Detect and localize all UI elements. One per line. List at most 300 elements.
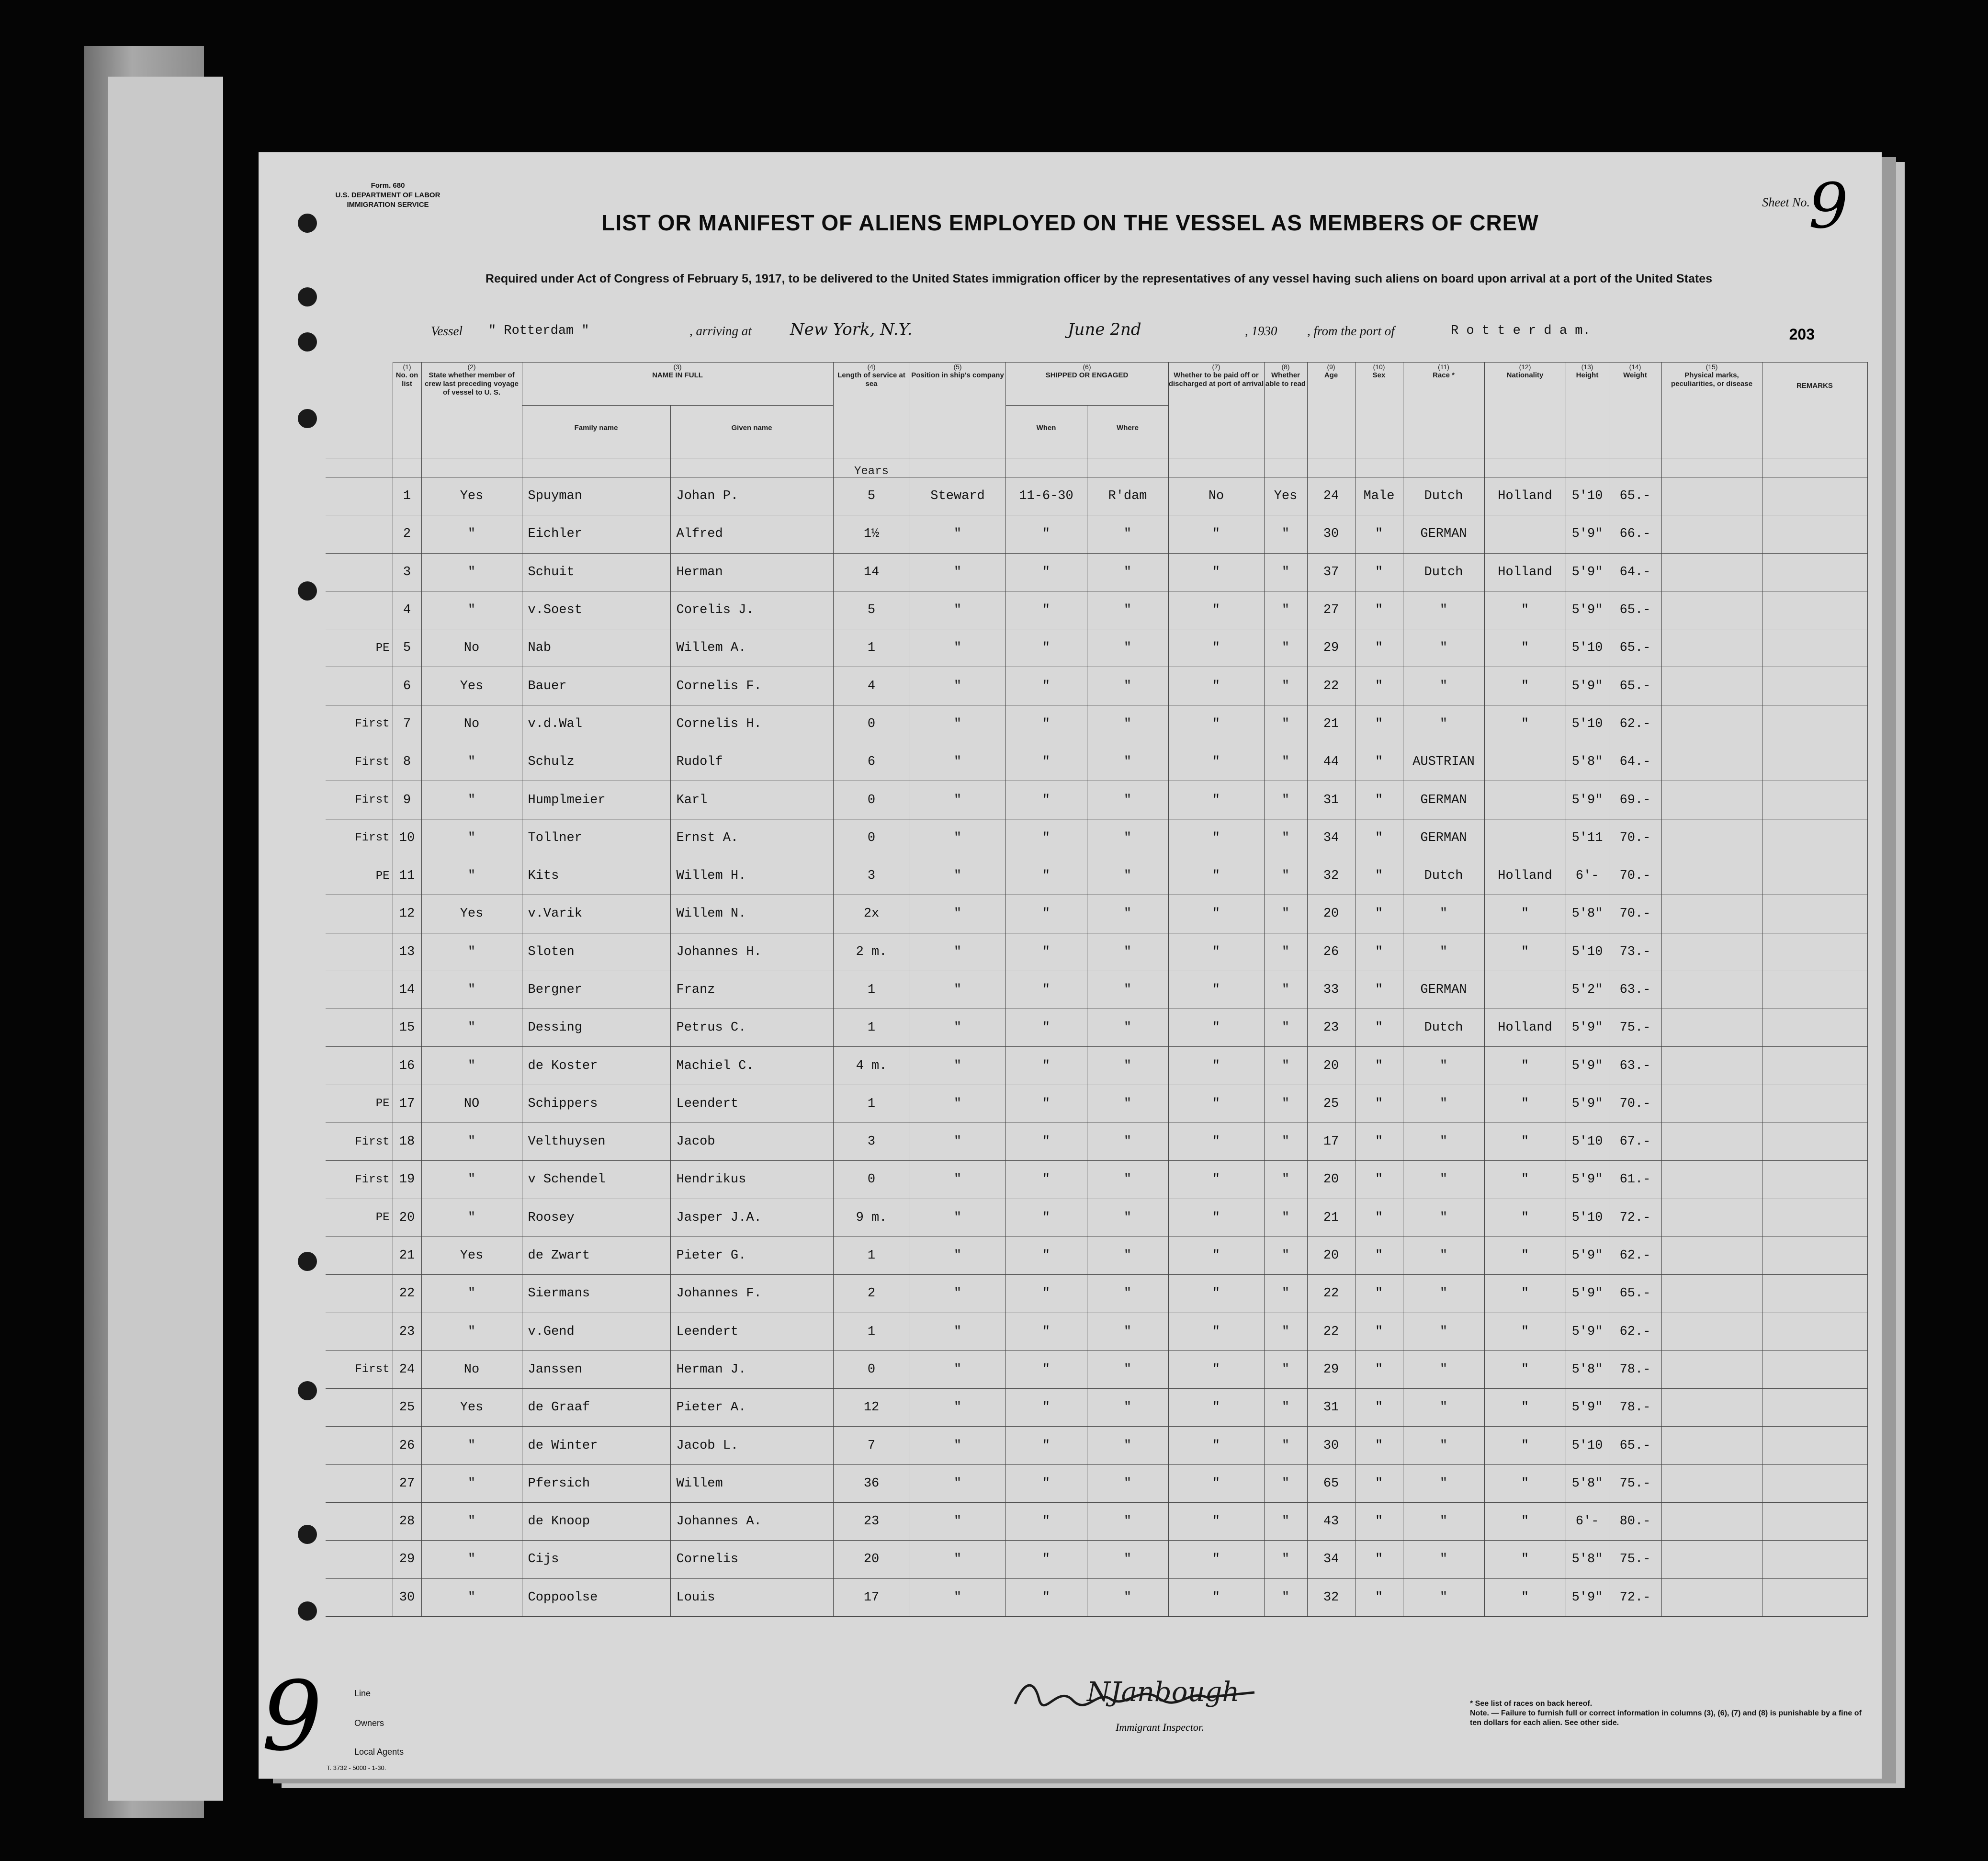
cell-nationality: ": [1484, 1047, 1566, 1085]
cell-sex: ": [1355, 1541, 1403, 1578]
cell-prev: ": [421, 1313, 522, 1350]
margin-note: [326, 667, 393, 705]
cell-given: Franz: [670, 971, 833, 1009]
cell-nationality: ": [1484, 1464, 1566, 1502]
cell-read: ": [1264, 1503, 1307, 1541]
cell-position: ": [910, 1085, 1005, 1123]
cell-height: 6'-: [1566, 857, 1609, 895]
header-where: Where: [1087, 406, 1168, 458]
cell-prev: ": [421, 857, 522, 895]
cell-nationality: ": [1484, 1427, 1566, 1464]
table-row: [326, 1389, 1867, 1427]
cell-family: Velthuysen: [522, 1123, 670, 1161]
punch-hole: [298, 1381, 317, 1400]
cell-nationality: ": [1484, 1085, 1566, 1123]
cell-family: Dessing: [522, 1009, 670, 1047]
cell-paid: ": [1168, 1237, 1264, 1274]
cell-remarks: [1762, 553, 1867, 591]
cell-prev: ": [421, 1503, 522, 1541]
cell-position: ": [910, 819, 1005, 857]
cell-no: 7: [393, 705, 421, 743]
cell-nationality: [1484, 515, 1566, 553]
cell-sex: ": [1355, 1350, 1403, 1388]
header-sex: (10) Sex: [1355, 363, 1403, 458]
cell-weight: 65.-: [1609, 629, 1661, 667]
cell-physical-marks: [1661, 1350, 1762, 1388]
cell-family: Schippers: [522, 1085, 670, 1123]
cell-when: ": [1005, 819, 1087, 857]
cell-family: de Zwart: [522, 1237, 670, 1274]
cell-age: 32: [1307, 857, 1355, 895]
cell-height: 5'10: [1566, 477, 1609, 515]
arriving-label: , arriving at: [689, 324, 752, 338]
cell-years: 0: [833, 819, 910, 857]
cell-where: ": [1087, 515, 1168, 553]
cell-race: Dutch: [1403, 857, 1484, 895]
local-agents-label: Local Agents: [354, 1747, 404, 1757]
cell-when: ": [1005, 743, 1087, 781]
cell-no: 1: [393, 477, 421, 515]
cell-given: Karl: [670, 781, 833, 819]
cell-years: 1: [833, 1009, 910, 1047]
cell-race: ": [1403, 1389, 1484, 1427]
cell-nationality: ": [1484, 1503, 1566, 1541]
cell-given: Cornelis F.: [670, 667, 833, 705]
cell-physical-marks: [1661, 1009, 1762, 1047]
cell-when: ": [1005, 1237, 1087, 1274]
cell-age: 21: [1307, 705, 1355, 743]
cell-no: 21: [393, 1237, 421, 1274]
cell-remarks: [1762, 1009, 1867, 1047]
cell-where: ": [1087, 1389, 1168, 1427]
cell-family: Pfersich: [522, 1464, 670, 1502]
header-family-name: Family name: [522, 406, 670, 458]
cell-family: v.d.Wal: [522, 705, 670, 743]
cell-race: ": [1403, 705, 1484, 743]
cell-remarks: [1762, 743, 1867, 781]
cell-paid: ": [1168, 933, 1264, 971]
cell-weight: 80.-: [1609, 1503, 1661, 1541]
cell-remarks: [1762, 667, 1867, 705]
cell-paid: ": [1168, 1464, 1264, 1502]
table-row: [326, 1199, 1867, 1237]
header-when: When: [1005, 406, 1087, 458]
cell-age: 29: [1307, 629, 1355, 667]
cell-physical-marks: [1661, 1161, 1762, 1199]
cell-position: ": [910, 971, 1005, 1009]
cell-no: 15: [393, 1009, 421, 1047]
cell-position: ": [910, 629, 1005, 667]
cell-read: ": [1264, 515, 1307, 553]
cell-position: ": [910, 1275, 1005, 1313]
cell-family: v.Soest: [522, 591, 670, 629]
cell-height: 5'9": [1566, 1047, 1609, 1085]
cell-height: 5'10: [1566, 933, 1609, 971]
cell-race: ": [1403, 933, 1484, 971]
cell-years: 1: [833, 629, 910, 667]
cell-when: 11-6-30: [1005, 477, 1087, 515]
cell-read: ": [1264, 1389, 1307, 1427]
cell-family: v.Gend: [522, 1313, 670, 1350]
cell-height: 5'9": [1566, 781, 1609, 819]
cell-physical-marks: [1661, 1578, 1762, 1616]
cell-sex: ": [1355, 1085, 1403, 1123]
cell-sex: ": [1355, 895, 1403, 933]
cell-read: ": [1264, 971, 1307, 1009]
cell-position: ": [910, 1389, 1005, 1427]
cell-years: 0: [833, 705, 910, 743]
header-shipped-or-engaged: (6) SHIPPED OR ENGAGED: [1005, 363, 1168, 406]
cell-nationality: ": [1484, 667, 1566, 705]
cell-position: ": [910, 1123, 1005, 1161]
cell-no: 24: [393, 1350, 421, 1388]
cell-remarks: [1762, 1503, 1867, 1541]
cell-remarks: [1762, 629, 1867, 667]
cell-prev: ": [421, 1009, 522, 1047]
cell-height: 5'9": [1566, 1389, 1609, 1427]
cell-sex: ": [1355, 1047, 1403, 1085]
blank-header: [522, 458, 670, 477]
cell-when: ": [1005, 1541, 1087, 1578]
cell-read: ": [1264, 667, 1307, 705]
cell-given: Leendert: [670, 1085, 833, 1123]
cell-no: 28: [393, 1503, 421, 1541]
cell-height: 5'9": [1566, 1313, 1609, 1350]
header-physical-marks: (15) Physical marks, peculiarities, or disease: [1661, 363, 1762, 458]
margin-note: First: [326, 1123, 393, 1161]
cell-given: Willem H.: [670, 857, 833, 895]
margin-note: [326, 971, 393, 1009]
signature-text: NJanbough: [1087, 1677, 1240, 1708]
cell-read: ": [1264, 1350, 1307, 1388]
blank-header: [1087, 458, 1168, 477]
cell-no: 30: [393, 1578, 421, 1616]
cell-physical-marks: [1661, 857, 1762, 895]
cell-years: 2 m.: [833, 933, 910, 971]
cell-prev: Yes: [421, 477, 522, 515]
cell-remarks: [1762, 1237, 1867, 1274]
cell-paid: ": [1168, 515, 1264, 553]
cell-no: 2: [393, 515, 421, 553]
table-row: [326, 1123, 1867, 1161]
blank-header: [910, 458, 1005, 477]
cell-position: ": [910, 1199, 1005, 1237]
cell-remarks: [1762, 895, 1867, 933]
cell-when: ": [1005, 553, 1087, 591]
vessel-label: Vessel: [431, 324, 463, 338]
cell-race: Dutch: [1403, 553, 1484, 591]
cell-sex: ": [1355, 1464, 1403, 1502]
margin-note: First: [326, 1161, 393, 1199]
margin-note: [326, 1275, 393, 1313]
cell-family: Kits: [522, 857, 670, 895]
cell-family: Bauer: [522, 667, 670, 705]
cell-given: Willem A.: [670, 629, 833, 667]
cell-no: 23: [393, 1313, 421, 1350]
cell-nationality: ": [1484, 1161, 1566, 1199]
cell-read: ": [1264, 743, 1307, 781]
cell-height: 5'9": [1566, 1085, 1609, 1123]
cell-when: ": [1005, 629, 1087, 667]
department-name: U.S. DEPARTMENT OF LABOR: [335, 191, 441, 199]
cell-weight: 70.-: [1609, 895, 1661, 933]
cell-given: Ernst A.: [670, 819, 833, 857]
cell-prev: ": [421, 1047, 522, 1085]
cell-height: 5'9": [1566, 1237, 1609, 1274]
cell-position: ": [910, 1237, 1005, 1274]
cell-remarks: [1762, 1464, 1867, 1502]
header-remarks: REMARKS: [1762, 363, 1867, 458]
cell-sex: ": [1355, 1578, 1403, 1616]
cell-where: ": [1087, 895, 1168, 933]
margin-note: [326, 477, 393, 515]
cell-when: ": [1005, 933, 1087, 971]
header-position: (5) Position in ship's company: [910, 363, 1005, 458]
cell-read: ": [1264, 1237, 1307, 1274]
cell-no: 27: [393, 1464, 421, 1502]
table-row: [326, 1350, 1867, 1388]
cell-age: 30: [1307, 515, 1355, 553]
cell-nationality: ": [1484, 1275, 1566, 1313]
cell-age: 17: [1307, 1123, 1355, 1161]
cell-years: 2: [833, 1275, 910, 1313]
cell-read: ": [1264, 781, 1307, 819]
header-no-on-list: (1) No. on list: [393, 363, 421, 458]
cell-when: ": [1005, 1427, 1087, 1464]
margin-note: [326, 1541, 393, 1578]
cell-remarks: [1762, 1275, 1867, 1313]
cell-given: Herman J.: [670, 1350, 833, 1388]
cell-age: 20: [1307, 1161, 1355, 1199]
cell-where: ": [1087, 857, 1168, 895]
cell-prev: ": [421, 743, 522, 781]
cell-family: v.Varik: [522, 895, 670, 933]
cell-age: 37: [1307, 553, 1355, 591]
cell-where: ": [1087, 1541, 1168, 1578]
cell-read: ": [1264, 1427, 1307, 1464]
cell-when: ": [1005, 1350, 1087, 1388]
cell-race: ": [1403, 1350, 1484, 1388]
cell-height: 5'11: [1566, 819, 1609, 857]
cell-sex: ": [1355, 781, 1403, 819]
cell-read: ": [1264, 629, 1307, 667]
cell-paid: ": [1168, 1199, 1264, 1237]
cell-physical-marks: [1661, 1503, 1762, 1541]
cell-years: 23: [833, 1503, 910, 1541]
cell-weight: 70.-: [1609, 857, 1661, 895]
header-length-of-service: (4) Length of service at sea: [833, 363, 910, 458]
table-row: [326, 1503, 1867, 1541]
cell-paid: ": [1168, 971, 1264, 1009]
cell-paid: ": [1168, 895, 1264, 933]
cell-sex: ": [1355, 1427, 1403, 1464]
cell-where: ": [1087, 1085, 1168, 1123]
cell-weight: 63.-: [1609, 1047, 1661, 1085]
cell-physical-marks: [1661, 705, 1762, 743]
cell-years: 0: [833, 1161, 910, 1199]
cell-no: 13: [393, 933, 421, 971]
cell-years: 7: [833, 1427, 910, 1464]
cell-prev: Yes: [421, 1389, 522, 1427]
cell-years: 1: [833, 1237, 910, 1274]
table-row: [326, 1578, 1867, 1616]
cell-where: ": [1087, 1047, 1168, 1085]
table-row: [326, 1464, 1867, 1502]
cell-race: AUSTRIAN: [1403, 743, 1484, 781]
cell-remarks: [1762, 857, 1867, 895]
cell-weight: 75.-: [1609, 1541, 1661, 1578]
cell-height: 5'9": [1566, 591, 1609, 629]
cell-where: ": [1087, 667, 1168, 705]
cell-weight: 78.-: [1609, 1389, 1661, 1427]
cell-read: ": [1264, 1161, 1307, 1199]
blank-header: [1355, 458, 1403, 477]
blank-header: [1762, 458, 1867, 477]
cell-race: ": [1403, 1123, 1484, 1161]
cell-paid: ": [1168, 1541, 1264, 1578]
cell-where: ": [1087, 705, 1168, 743]
cell-remarks: [1762, 1085, 1867, 1123]
cell-where: ": [1087, 1009, 1168, 1047]
service-name: IMMIGRATION SERVICE: [347, 201, 429, 209]
cell-years: 14: [833, 553, 910, 591]
table-row: [326, 1275, 1867, 1313]
from-label: , from the port of: [1307, 324, 1395, 338]
punch-hole: [298, 287, 317, 306]
adjacent-sheet-edge: [108, 77, 223, 1801]
cell-read: ": [1264, 895, 1307, 933]
inspector-label: Immigrant Inspector.: [1116, 1721, 1204, 1733]
sheet-number: 9: [1808, 170, 1848, 242]
cell-no: 16: [393, 1047, 421, 1085]
cell-physical-marks: [1661, 1541, 1762, 1578]
cell-position: ": [910, 1350, 1005, 1388]
cell-nationality: Holland: [1484, 857, 1566, 895]
punch-hole: [298, 1525, 317, 1544]
margin-note: First: [326, 1350, 393, 1388]
cell-prev: ": [421, 971, 522, 1009]
cell-when: ": [1005, 515, 1087, 553]
cell-where: ": [1087, 1313, 1168, 1350]
cell-position: ": [910, 743, 1005, 781]
cell-given: Willem: [670, 1464, 833, 1502]
crew-rows: [326, 477, 1867, 1617]
cell-prev: ": [421, 553, 522, 591]
cell-read: ": [1264, 1009, 1307, 1047]
table-row: [326, 971, 1867, 1009]
cell-race: ": [1403, 1503, 1484, 1541]
cell-where: ": [1087, 1237, 1168, 1274]
margin-note: [326, 1047, 393, 1085]
cell-nationality: ": [1484, 1541, 1566, 1578]
table-row: [326, 705, 1867, 743]
cell-given: Pieter G.: [670, 1237, 833, 1274]
cell-paid: ": [1168, 667, 1264, 705]
crew-manifest-table: [326, 362, 1868, 1617]
cell-position: ": [910, 1503, 1005, 1541]
cell-prev: ": [421, 1464, 522, 1502]
cell-age: 33: [1307, 971, 1355, 1009]
cell-prev: NO: [421, 1085, 522, 1123]
cell-sex: Male: [1355, 477, 1403, 515]
cell-given: Cornelis: [670, 1541, 833, 1578]
cell-nationality: [1484, 781, 1566, 819]
cell-read: ": [1264, 705, 1307, 743]
cell-paid: ": [1168, 1123, 1264, 1161]
cell-weight: 73.-: [1609, 933, 1661, 971]
cell-paid: ": [1168, 1503, 1264, 1541]
cell-race: ": [1403, 1427, 1484, 1464]
cell-family: Spuyman: [522, 477, 670, 515]
header-given-name: Given name: [670, 406, 833, 458]
cell-race: ": [1403, 1275, 1484, 1313]
cell-where: ": [1087, 1123, 1168, 1161]
cell-remarks: [1762, 1541, 1867, 1578]
cell-height: 5'9": [1566, 515, 1609, 553]
cell-race: ": [1403, 1085, 1484, 1123]
footnote: [1470, 1699, 1863, 1728]
cell-physical-marks: [1661, 1085, 1762, 1123]
cell-family: Humplmeier: [522, 781, 670, 819]
cell-physical-marks: [1661, 1199, 1762, 1237]
cell-when: ": [1005, 1085, 1087, 1123]
arrival-year: , 1930: [1245, 324, 1277, 338]
margin-note: [326, 933, 393, 971]
cell-height: 5'10: [1566, 1199, 1609, 1237]
cell-where: ": [1087, 629, 1168, 667]
cell-when: ": [1005, 895, 1087, 933]
page-number: 203: [1789, 326, 1815, 343]
cell-family: Schuit: [522, 553, 670, 591]
cell-when: ": [1005, 1161, 1087, 1199]
margin-note: [326, 1237, 393, 1274]
table-row: [326, 591, 1867, 629]
cell-sex: ": [1355, 705, 1403, 743]
cell-years: 36: [833, 1464, 910, 1502]
cell-position: ": [910, 1047, 1005, 1085]
header-paid-off: (7) Whether to be paid off or discharged at port of arrival: [1168, 363, 1264, 458]
cell-read: ": [1264, 857, 1307, 895]
punch-hole: [298, 409, 317, 428]
cell-race: ": [1403, 591, 1484, 629]
arriving-port: New York, N.Y.: [790, 320, 913, 339]
cell-family: Bergner: [522, 971, 670, 1009]
margin-note: [326, 1503, 393, 1541]
cell-paid: ": [1168, 1275, 1264, 1313]
cell-paid: ": [1168, 781, 1264, 819]
cell-age: 24: [1307, 477, 1355, 515]
cell-given: Johannes A.: [670, 1503, 833, 1541]
cell-family: Cijs: [522, 1541, 670, 1578]
cell-height: 5'9": [1566, 1161, 1609, 1199]
cell-family: Janssen: [522, 1350, 670, 1388]
header-weight: (14) Weight: [1609, 363, 1661, 458]
cell-no: 8: [393, 743, 421, 781]
blank-header: [1403, 458, 1484, 477]
cell-no: 18: [393, 1123, 421, 1161]
cell-paid: ": [1168, 857, 1264, 895]
cell-no: 14: [393, 971, 421, 1009]
cell-when: ": [1005, 1199, 1087, 1237]
cell-remarks: [1762, 591, 1867, 629]
cell-when: ": [1005, 1313, 1087, 1350]
cell-read: ": [1264, 1541, 1307, 1578]
punch-hole: [298, 581, 317, 601]
cell-physical-marks: [1661, 1275, 1762, 1313]
table-row: [326, 1009, 1867, 1047]
cell-physical-marks: [1661, 1464, 1762, 1502]
cell-height: 5'8": [1566, 743, 1609, 781]
